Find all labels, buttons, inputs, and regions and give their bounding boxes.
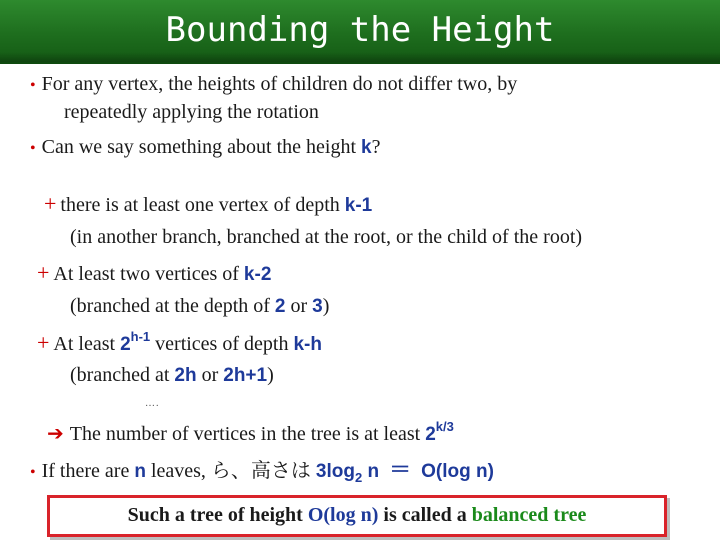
point-3-note-c: )	[267, 364, 274, 386]
callout-text	[50, 504, 664, 527]
callout-height: O(log n)	[307, 504, 379, 526]
point-2-note-v1: 2	[274, 296, 286, 317]
bullet-marker: •	[30, 77, 36, 94]
bullet-2	[30, 136, 380, 159]
callout-text-a: Such a tree of height	[127, 504, 308, 526]
point-3-base: 2	[120, 334, 131, 355]
point-1	[44, 191, 372, 217]
point-2	[37, 260, 271, 286]
conclusion	[47, 419, 454, 446]
point-2-note-a: (branched at the depth of	[70, 295, 275, 317]
bullet-1	[30, 73, 517, 96]
leaves-text-b: leaves, ら、高さは	[145, 460, 316, 482]
balanced-tree-callout	[47, 495, 667, 537]
conclusion-exponent: k/3	[435, 419, 454, 434]
point-2-note-c: )	[322, 295, 330, 317]
point-1-text: there is at least one vertex of depth	[60, 194, 345, 216]
leaves-subscript: 2	[354, 470, 363, 485]
point-3-note	[70, 364, 274, 387]
leaves-result: O(log n)	[421, 461, 494, 482]
point-3-note-b: or	[196, 364, 224, 386]
bullet-marker: •	[30, 464, 36, 481]
point-3	[37, 329, 322, 356]
equals-sign: ＝	[389, 457, 412, 482]
plus-icon: +	[37, 260, 50, 285]
leaves-expr: 3log	[315, 461, 355, 482]
slide-title: Bounding the Height	[165, 10, 555, 50]
plus-icon: +	[44, 191, 57, 216]
point-3-expr: k-h	[293, 334, 322, 355]
bullet-2-tail: ?	[371, 136, 381, 158]
point-2-note-b: or	[285, 295, 313, 317]
point-2-expr: k-2	[243, 264, 272, 285]
title-bar-shade	[0, 52, 720, 62]
callout-term: balanced tree	[471, 504, 587, 526]
point-2-text: At least two vertices of	[53, 263, 244, 285]
plus-icon: +	[37, 330, 50, 355]
conclusion-base: 2	[425, 424, 436, 445]
point-3-text-a: At least	[53, 333, 121, 355]
point-3-exponent: h-1	[130, 329, 151, 344]
bullet-2-text: Can we say something about the height	[41, 136, 361, 158]
point-3-note-a: (branched at	[70, 364, 175, 386]
leaves-expr-n: n	[362, 461, 380, 482]
bullet-marker: •	[30, 140, 36, 157]
title-bar	[0, 0, 720, 64]
point-1-note: (in another branch, branched at the root, or the child of the root)	[70, 226, 583, 248]
point-3-text-b: vertices of depth	[150, 333, 294, 355]
conclusion-text: The number of vertices in the tree is at least	[69, 423, 426, 445]
point-2-note	[70, 295, 329, 318]
leaves-text-a: If there are	[41, 460, 135, 482]
point-3-note-v1: 2h	[174, 365, 197, 386]
leaves-n: n	[134, 461, 146, 482]
bullet-1-text-b: repeatedly applying the rotation	[64, 101, 319, 123]
point-2-note-v2: 3	[312, 296, 323, 317]
bullet-1-continued	[64, 101, 319, 124]
point-1-expr: k-1	[344, 195, 373, 216]
leaves-line	[30, 453, 494, 485]
bullet-2-var: k	[361, 137, 372, 158]
bullet-1-text-a: For any vertex, the heights of children do not differ two, by	[41, 73, 518, 95]
ellipsis: ….	[145, 398, 160, 409]
callout-text-c: is called a	[378, 504, 472, 526]
point-3-note-v2: 2h+1	[223, 365, 268, 386]
arrow-right-icon: ➔	[47, 423, 64, 445]
